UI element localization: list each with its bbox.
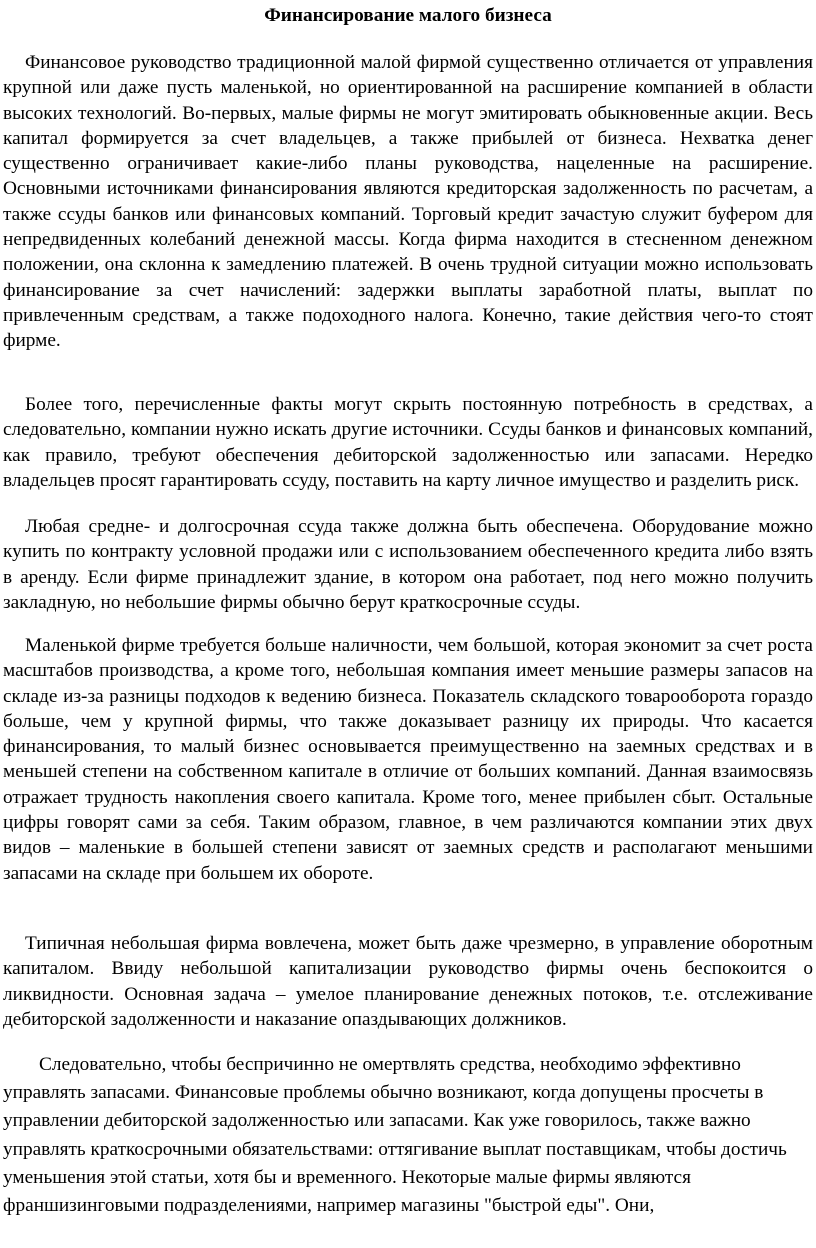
- paragraph: Типичная небольшая фирма вовлечена, может быть даже чрезмерно, в управление оборотным капиталом. Ввиду небольшой капитализации руководство фирмы очень беспокоится о ликвидности. Основная задача – умелое планирование денежных потоков, т.е. отслеживание дебиторской задолженности и наказание опаздывающих должников.: [3, 933, 813, 1030]
- paragraph: Следовательно, чтобы беспричинно не омертвлять средства, необходимо эффективно управлять запасами. Финансовые проблемы обычно возникают, когда допущены просчеты в управлении дебиторской задолженностью или запасами. Как уже говорилось, также важно управлять краткосрочными обязательствами: оттягивание выплат поставщикам, чтобы достичь уменьшения этой статьи, хотя бы и временного. Некоторые малые фирмы являются франшизинговыми подразделениями, например магазины "быстрой еды". Они,: [3, 1054, 787, 1217]
- paragraph: Финансовое руководство традиционной малой фирмой существенно отличается от управления крупной или даже пусть маленькой, но ориентированной на расширение компанией в области высоких технологий. Во-первых, малые фирмы не могут эмитировать обыкновенные акции. Весь капитал формируется за счет владельцев, а также прибылей от бизнеса. Нехватка денег существенно ограничивает какие-либо планы руководства, нацеленные на расширение. Основными источниками финансирования являются кредиторская задолженность по расчетам, а также ссуды банков или финансовых компаний. Торговый кредит зачастую служит буфером для непредвиденных колебаний денежной массы. Когда фирма находится в стесненном денежном положении, она склонна к замедлению платежей. В очень трудной ситуации можно использовать финансирование за счет начислений: задержки выплаты заработной платы, выплат по привлеченным средствам, а также подоходного налога. Конечно, такие действия чего-то стоят фирме.: [3, 52, 813, 352]
- paragraph: Любая средне- и долгосрочная ссуда также должна быть обеспечена. Оборудование можно купить по контракту условной продажи или с использованием обеспеченного кредита либо взять в аренду. Если фирме принадлежит здание, в котором она работает, под него можно получить закладную, но небольшие фирмы обычно берут краткосрочные ссуды.: [3, 516, 813, 613]
- document-title: Финансирование малого бизнеса: [264, 5, 552, 26]
- paragraph: Более того, перечисленные факты могут скрыть постоянную потребность в средствах, а следовательно, компании нужно искать другие источники. Ссуды банков и финансовых компаний, как правило, требуют обеспечения дебиторской задолженностью или запасами. Нередко владельцев просят гарантировать ссуду, поставить на карту личное имущество и разделить риск.: [3, 394, 813, 491]
- paragraph: Маленькой фирме требуется больше наличности, чем большой, которая экономит за счет роста масштабов производства, а кроме того, небольшая компания имеет меньшие размеры запасов на складе из-за разницы подходов к ведению бизнеса. Показатель складского товарооборота гораздо больше, чем у крупной фирмы, что также доказывает разницу их природы. Что касается финансирования, то малый бизнес основывается преимущественно на заемных средствах и в меньшей степени на собственном капитале в отличие от больших компаний. Данная взаимосвязь отражает трудность накопления своего капитала. Кроме того, менее прибылен сбыт. Остальные цифры говорят сами за себя. Таким образом, главное, в чем различаются компании этих двух видов – маленькие в большей степени зависят от заемных средств и располагают меньшими запасами на складе при большем их обороте.: [3, 635, 813, 884]
